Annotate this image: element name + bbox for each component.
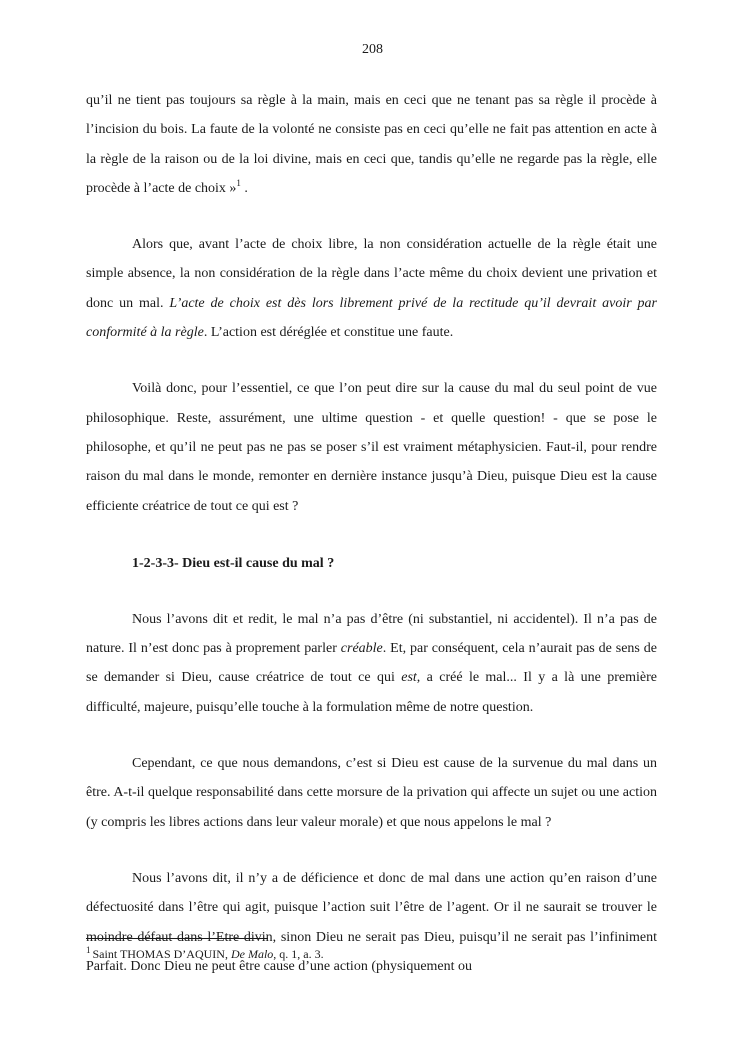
paragraph-2-italic: L’acte de choix est dès lors librement privé de la rectitude qu’il devrait avoir par conformité à la règle — [86, 295, 657, 341]
page-number: 208 — [362, 42, 383, 57]
paragraph-6: Nous l’avons dit, il n’y a de déficience et donc de mal dans une action qu’en raison d’une défectuosité dans l’être qui agit, puisque l’action suit l’être de l’agent. Or il ne saurait se trouver le moindre défaut dans l’Etre divin, sinon Dieu ne serait pas Dieu, puisqu’il ne serait pas l’infiniment Parfait. Donc Dieu ne peut être cause d’une action (physiquement ou — [86, 870, 657, 974]
paragraph-4-italic-1: créable — [340, 641, 383, 657]
footnote-italic: De Malo — [230, 947, 274, 961]
section-heading: 1-2-3-3- Dieu est-il cause du mal ? — [132, 555, 335, 571]
body-text — [86, 86, 657, 981]
paragraph-2-end: . L’action est déréglée et constitue une faute. — [203, 325, 454, 341]
footnote-end: , q. 1, a. 3. — [273, 947, 324, 961]
paragraph-4-end: , a créé le mal... Il y a là une première difficulté, majeure, puisqu’elle touche à la formulation même de notre question. — [86, 670, 657, 715]
paragraph-1 — [86, 86, 657, 203]
paragraph-4-text-2: . Et, par conséquent, cela n’aurait pas de sens de se demander si Dieu, cause créatrice de tout ce qui — [86, 641, 657, 686]
footnote-divider — [86, 938, 268, 939]
footnote-number: 1 — [86, 945, 91, 955]
footnote-reference[interactable]: 1 — [236, 177, 241, 188]
footnote — [86, 946, 324, 962]
paragraph-4-italic-2: est — [401, 670, 417, 686]
paragraph-4-text: Nous l’avons dit et redit, le mal n’a pas d’être (ni substantiel, ni accidentel). Il n’a pas de nature. Il n’est donc pas à proprement parler — [86, 611, 657, 657]
paragraph-2-text: Alors que, avant l’acte de choix libre, la non considération actuelle de la règle était une simple absence, la non considération de la règle dans l’acte même du choix devient une privation et donc un mal. — [86, 237, 657, 311]
paragraph-2 — [86, 230, 657, 347]
paragraph-5: Cependant, ce que nous demandons, c’est si Dieu est cause de la survenue du mal dans un être. A-t-il quelque responsabilité dans cette morsure de la privation qui affecte un sujet ou une action (y compris les libres actions dans leur valeur morale) et que nous appelons le mal ? — [86, 756, 657, 830]
paragraph-4 — [86, 605, 657, 722]
footnote-text: Saint THOMAS D’AQUIN, — [92, 947, 231, 961]
paragraph-1-text: qu’il ne tient pas toujours sa règle à la main, mais en ceci que ne tenant pas sa règle il procède à l’incision du bois. La faute de la volonté ne consiste pas en ceci qu’elle ne fait pas attention en acte à la règle de la raison ou de la loi divine, mais en ceci que, tandis qu’elle ne regarde pas la règle, elle procède à l’acte de choix » — [86, 93, 657, 196]
paragraph-1-end: . — [240, 180, 248, 196]
paragraph-3: Voilà donc, pour l’essentiel, ce que l’on peut dire sur la cause du mal du seul point de vue philosophique. Reste, assurément, une ultime question - et quelle question! - que se pose le philosophe, et qu’il ne peut pas ne pas se poser s’il est vraiment métaphysicien. Faut-il, pour rendre raison du mal dans le monde, remonter en dernière instance jusqu’à Dieu, puisque Dieu est la cause efficiente créatrice de tout ce qui est ? — [86, 381, 657, 514]
